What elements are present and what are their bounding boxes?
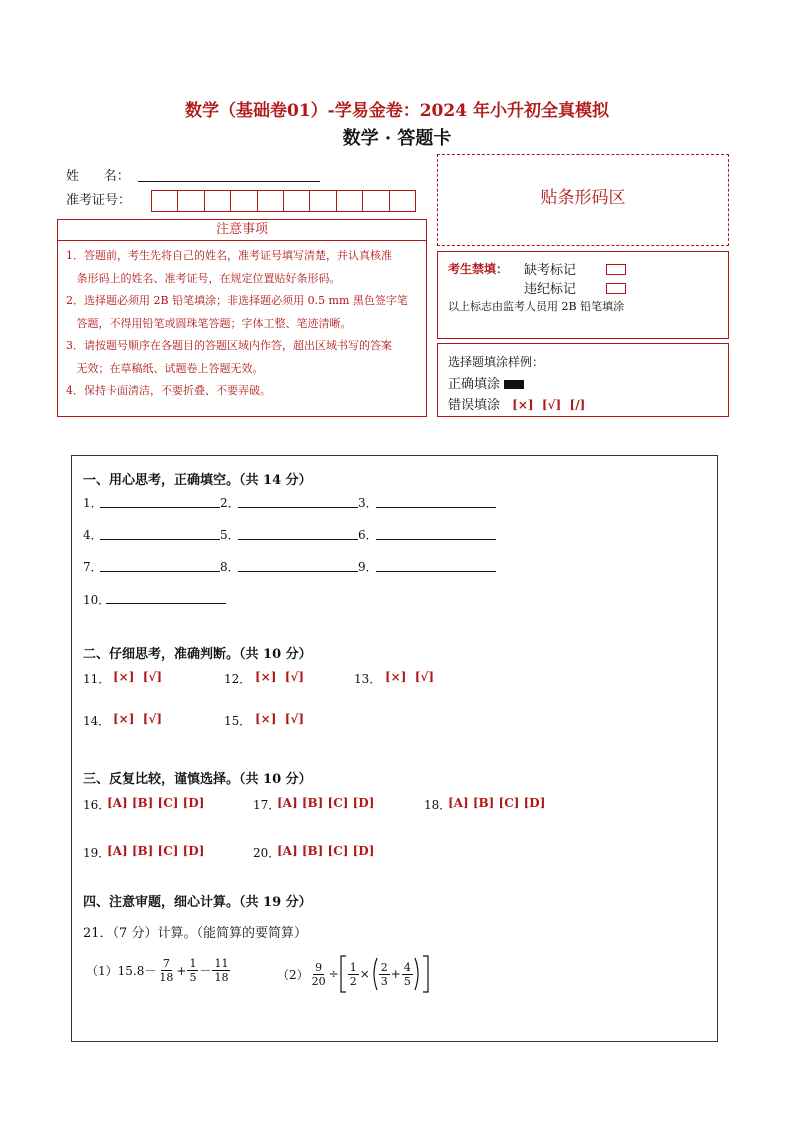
plus-sign: + — [176, 963, 187, 978]
q16-options[interactable]: [A] [B] [C] [D] — [107, 796, 205, 810]
q18-num: 18． — [424, 798, 452, 812]
q10-answer-line[interactable] — [106, 603, 226, 604]
q3-num: 3． — [358, 496, 378, 510]
id-label: 准考证号： — [66, 193, 132, 208]
divide-sign: ÷ — [328, 967, 339, 981]
notice-body — [57, 241, 427, 417]
q2-answer-line[interactable] — [238, 507, 358, 508]
fraction — [157, 957, 175, 984]
violation-label: 违纪标记 — [524, 282, 577, 297]
id-cell[interactable] — [178, 191, 204, 211]
name-field[interactable] — [138, 181, 320, 182]
forbidden-box — [437, 251, 729, 339]
id-cell[interactable] — [258, 191, 284, 211]
expression-2 — [277, 955, 430, 993]
barcode-area: 贴条形码区 — [437, 154, 729, 246]
right-paren-icon — [414, 957, 422, 991]
q8-num: 8． — [220, 560, 240, 574]
name-label: 姓 名： — [66, 169, 130, 184]
q6-answer-line[interactable] — [376, 539, 496, 540]
id-cell[interactable] — [337, 191, 363, 211]
q8-answer-line[interactable] — [238, 571, 358, 572]
q5-num: 5． — [220, 528, 240, 542]
fraction — [348, 961, 359, 988]
q17-num: 17． — [253, 798, 281, 812]
violation-mark-box[interactable] — [606, 283, 626, 294]
denominator: 2 — [349, 974, 357, 988]
q12-marks[interactable]: [×] [√] — [255, 670, 305, 684]
fraction — [310, 961, 328, 988]
numerator: 2 — [380, 960, 388, 974]
q19-num: 19． — [83, 846, 111, 860]
numerator: 7 — [162, 957, 170, 970]
q15-marks[interactable]: [×] [√] — [255, 712, 305, 726]
notice-line: 无效；在草稿纸、试题卷上答题无效。 — [66, 361, 264, 375]
q6-num: 6． — [358, 528, 378, 542]
denominator: 5 — [403, 974, 411, 988]
q19-options[interactable]: [A] [B] [C] [D] — [107, 844, 205, 858]
filled-mark-icon — [504, 380, 524, 389]
numerator: 4 — [403, 960, 411, 974]
id-cell[interactable] — [310, 191, 336, 211]
page-title: 数学（基础卷01）-学易金卷：2024 年小升初全真模拟 — [185, 101, 609, 121]
forbidden-note: 以上标志由监考人员用 2B 铅笔填涂 — [448, 300, 625, 313]
q13-num: 13． — [354, 672, 382, 686]
exam-id-grid[interactable] — [151, 190, 416, 212]
expr1-start: 15.8－ — [117, 964, 157, 978]
q4-answer-line[interactable] — [100, 539, 220, 540]
left-bracket-icon — [339, 955, 347, 993]
q13-marks[interactable]: [×] [√] — [385, 670, 435, 684]
expression-1 — [86, 957, 231, 984]
notice-line: 3．请按题号顺序在各题目的答题区域内作答，超出区域书写的答案 — [66, 339, 392, 352]
q11-num: 11． — [83, 672, 111, 686]
left-paren-icon — [370, 957, 378, 991]
id-cell[interactable] — [390, 191, 415, 211]
sample-correct — [448, 373, 524, 392]
sample-wrong — [448, 394, 585, 413]
fraction — [402, 961, 413, 988]
sample-wrong-label: 错误填涂 — [448, 398, 501, 413]
q1-answer-line[interactable] — [100, 507, 220, 508]
fraction — [187, 957, 198, 984]
fraction — [212, 957, 230, 984]
sample-correct-label: 正确填涂 — [448, 377, 501, 392]
minus-sign: － — [199, 964, 212, 978]
right-bracket-icon — [422, 955, 430, 993]
notice-line: 4．保持卡面清洁，不要折叠、不要弄破。 — [66, 384, 271, 397]
forbidden-label: 考生禁填： — [448, 262, 509, 276]
q14-num: 14． — [83, 714, 111, 728]
q18-options[interactable]: [A] [B] [C] [D] — [448, 796, 546, 810]
q20-num: 20． — [253, 846, 281, 860]
q10-num: 10． — [83, 593, 111, 607]
id-cell[interactable] — [284, 191, 310, 211]
sample-box — [437, 343, 729, 417]
q7-num: 7． — [83, 560, 103, 574]
id-cell[interactable] — [152, 191, 178, 211]
q9-num: 9． — [358, 560, 378, 574]
q1-num: 1． — [83, 496, 103, 510]
notice-line: 2．选择题必须用 2B 铅笔填涂；非选择题必须用 0.5 mm 黑色签字笔 — [66, 294, 408, 307]
q7-answer-line[interactable] — [100, 571, 220, 572]
notice-line: 条形码上的姓名、准考证号，在规定位置贴好条形码。 — [66, 271, 341, 285]
q12-num: 12． — [224, 672, 252, 686]
q9-answer-line[interactable] — [376, 571, 496, 572]
section-3-title: 三、反复比较，谨慎选择。（共 10 分） — [83, 772, 312, 787]
id-cell[interactable] — [363, 191, 389, 211]
notice-line: 答题，不得用铅笔或圆珠笔答题；字体工整、笔迹清晰。 — [66, 316, 352, 330]
times-sign: × — [359, 967, 370, 981]
section-1-title: 一、用心思考，正确填空。（共 14 分） — [83, 473, 312, 488]
numerator: 1 — [349, 960, 357, 974]
q3-answer-line[interactable] — [376, 507, 496, 508]
q21-prompt: 21．（7 分）计算。（能简算的要简算） — [83, 926, 307, 941]
section-4-title: 四、注意审题，细心计算。（共 19 分） — [83, 895, 312, 910]
denominator: 20 — [311, 974, 326, 988]
numerator: 11 — [214, 957, 229, 970]
expr2-label: （2） — [277, 967, 309, 982]
id-cell[interactable] — [231, 191, 257, 211]
q14-marks[interactable]: [×] [√] — [113, 712, 163, 726]
fraction — [379, 961, 390, 988]
notice-heading: 注意事项 — [57, 219, 427, 241]
answer-area — [71, 455, 718, 1042]
denominator: 18 — [214, 971, 229, 984]
section-2-title: 二、仔细思考，准确判断。（共 10 分） — [83, 647, 312, 662]
denominator: 18 — [159, 971, 174, 984]
q16-num: 16． — [83, 798, 111, 812]
denominator: 5 — [189, 971, 197, 984]
expr1-label: （1） — [86, 964, 118, 978]
numerator: 9 — [315, 960, 323, 974]
sample-wrong-marks: [×] [√] [/] — [512, 398, 586, 412]
q5-answer-line[interactable] — [238, 539, 358, 540]
absent-mark-box[interactable] — [606, 264, 626, 275]
plus-sign: + — [390, 967, 401, 981]
sample-title: 选择题填涂样例： — [448, 355, 545, 369]
q15-num: 15． — [224, 714, 252, 728]
numerator: 1 — [189, 957, 197, 970]
q11-marks[interactable]: [×] [√] — [113, 670, 163, 684]
q4-num: 4． — [83, 528, 103, 542]
q17-options[interactable]: [A] [B] [C] [D] — [277, 796, 375, 810]
q2-num: 2． — [220, 496, 240, 510]
notice-line: 1．答题前，考生先将自己的姓名，准考证号填写清楚，并认真核准 — [66, 249, 392, 262]
absent-label: 缺考标记 — [524, 263, 577, 278]
id-cell[interactable] — [205, 191, 231, 211]
denominator: 3 — [380, 974, 388, 988]
page-subtitle: 数学 · 答题卡 — [342, 128, 452, 149]
q20-options[interactable]: [A] [B] [C] [D] — [277, 844, 375, 858]
